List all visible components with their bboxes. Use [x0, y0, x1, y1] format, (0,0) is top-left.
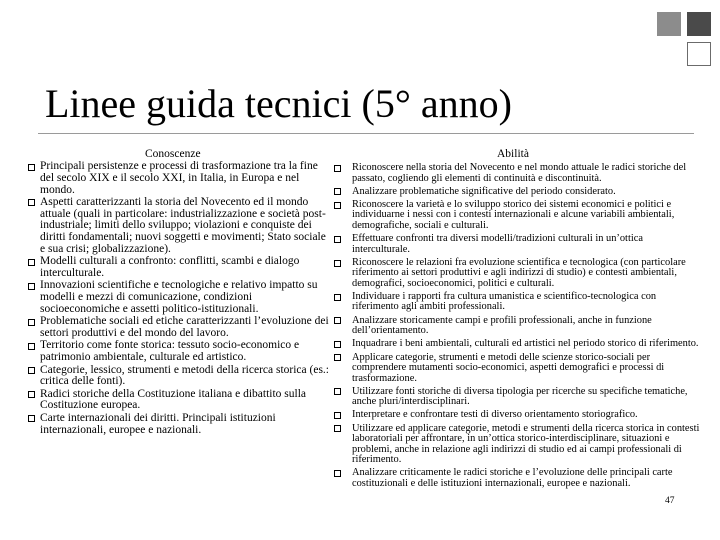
checkbox-bullet-icon [28, 367, 35, 374]
skills-heading: Abilità [497, 148, 529, 160]
list-item: Carte internazionali dei diritti. Principali istituzioni internazionali, europee e nazionali. [28, 413, 333, 437]
checkbox-bullet-icon [334, 294, 341, 301]
checkbox-bullet-icon [28, 319, 35, 326]
list-item: Radici storiche della Costituzione italiana e dibattito sulla Costituzione europea. [28, 389, 333, 413]
list-item: Interpretare e confrontare testi di diverso orientamento storiografico. [334, 410, 700, 421]
checkbox-bullet-icon [28, 343, 35, 350]
checkbox-bullet-icon [28, 283, 35, 290]
list-item: Modelli culturali a confronto: conflitti, scambi e dialogo interculturale. [28, 256, 333, 280]
checkbox-bullet-icon [334, 236, 341, 243]
checkbox-bullet-icon [28, 415, 35, 422]
list-item: Analizzare criticamente le radici storiche e l’evoluzione delle principali carte costituzionali e delle istituzioni internazionali, europee e nazionali. [334, 468, 700, 489]
knowledge-list [28, 161, 333, 437]
decorative-square-icon [687, 42, 711, 66]
list-item: Innovazioni scientifiche e tecnologiche e relativo impatto su modelli e mezzi di comunicazione, condizioni socioeconomiche e assetti politico-istituzionali. [28, 280, 333, 315]
checkbox-bullet-icon [28, 391, 35, 398]
decorative-square-icon [657, 12, 681, 36]
checkbox-bullet-icon [28, 259, 35, 266]
list-item: Categorie, lessico, strumenti e metodi della ricerca storica (es.: critica delle fonti). [28, 365, 333, 389]
checkbox-bullet-icon [28, 199, 35, 206]
checkbox-bullet-icon [334, 188, 341, 195]
decorative-square-icon [687, 12, 711, 36]
list-item: Applicare categorie, strumenti e metodi delle scienze storico-sociali per comprendere mutamenti socio-economici, aspetti demografici e processi di trasformazione. [334, 353, 700, 385]
checkbox-bullet-icon [334, 165, 341, 172]
list-item: Riconoscere la varietà e lo sviluppo storico dei sistemi economici e politici e individuarne i nessi con i contesti internazionali e alcune variabili ambientali, demografiche, sociali e culturali. [334, 200, 700, 232]
checkbox-bullet-icon [334, 412, 341, 419]
list-item: Effettuare confronti tra diversi modelli/tradizioni culturali in un’ottica interculturale. [334, 234, 700, 255]
checkbox-bullet-icon [334, 341, 341, 348]
skills-list [334, 163, 700, 492]
list-item: Principali persistenze e processi di trasformazione tra la fine del secolo XIX e il secolo XXI, in Italia, in Europa e nel mondo. [28, 161, 333, 196]
slide-title: Linee guida tecnici (5° anno) [45, 81, 512, 126]
title-divider [38, 133, 694, 134]
list-item: Aspetti caratterizzanti la storia del Novecento ed il mondo attuale (quali in particolare: industrializzazione e società post-industriale; limiti dello sviluppo; violazioni e conquiste dei diritti fondamentali; nuovi soggetti e movimenti; Stato sociale e sua crisi; globalizzazione). [28, 197, 333, 256]
list-item: Utilizzare ed applicare categorie, metodi e strumenti della ricerca storica in contesti laboratoriali per affrontare, in un’ottica storico-interdisciplinare, situazioni e problemi, anche in relazione agli indirizzi di studio ed ai campi professionali di riferimento. [334, 424, 700, 466]
checkbox-bullet-icon [334, 470, 341, 477]
page-number: 47 [665, 496, 675, 506]
list-item: Problematiche sociali ed etiche caratterizzanti l’evoluzione dei settori produttivi e del mondo del lavoro. [28, 316, 333, 340]
checkbox-bullet-icon [28, 164, 35, 171]
checkbox-bullet-icon [334, 260, 341, 267]
checkbox-bullet-icon [334, 388, 341, 395]
checkbox-bullet-icon [334, 317, 341, 324]
checkbox-bullet-icon [334, 425, 341, 432]
list-item: Riconoscere le relazioni fra evoluzione scientifica e tecnologica (con particolare riferimento ai settori produttivi e agli indirizzi di studio) e contesti ambientali, demografici, socioeconomici, politici e culturali. [334, 258, 700, 290]
list-item: Territorio come fonte storica: tessuto socio-economico e patrimonio ambientale, culturale ed artistico. [28, 340, 333, 364]
list-item: Riconoscere nella storia del Novecento e nel mondo attuale le radici storiche del passato, cogliendo gli elementi di continuità e discontinuità. [334, 163, 700, 184]
list-item: Individuare i rapporti fra cultura umanistica e scientifico-tecnologica con riferimento agli ambiti professionali. [334, 292, 700, 313]
checkbox-bullet-icon [334, 354, 341, 361]
list-item: Utilizzare fonti storiche di diversa tipologia per ricerche su specifiche tematiche, anche pluri/interdisciplinari. [334, 387, 700, 408]
checkbox-bullet-icon [334, 202, 341, 209]
knowledge-heading: Conoscenze [145, 148, 201, 160]
list-item: Inquadrare i beni ambientali, culturali ed artistici nel periodo storico di riferimento. [334, 339, 700, 350]
list-item: Analizzare problematiche significative del periodo considerato. [334, 187, 700, 198]
list-item: Analizzare storicamente campi e profili professionali, anche in funzione dell’orientamento. [334, 316, 700, 337]
